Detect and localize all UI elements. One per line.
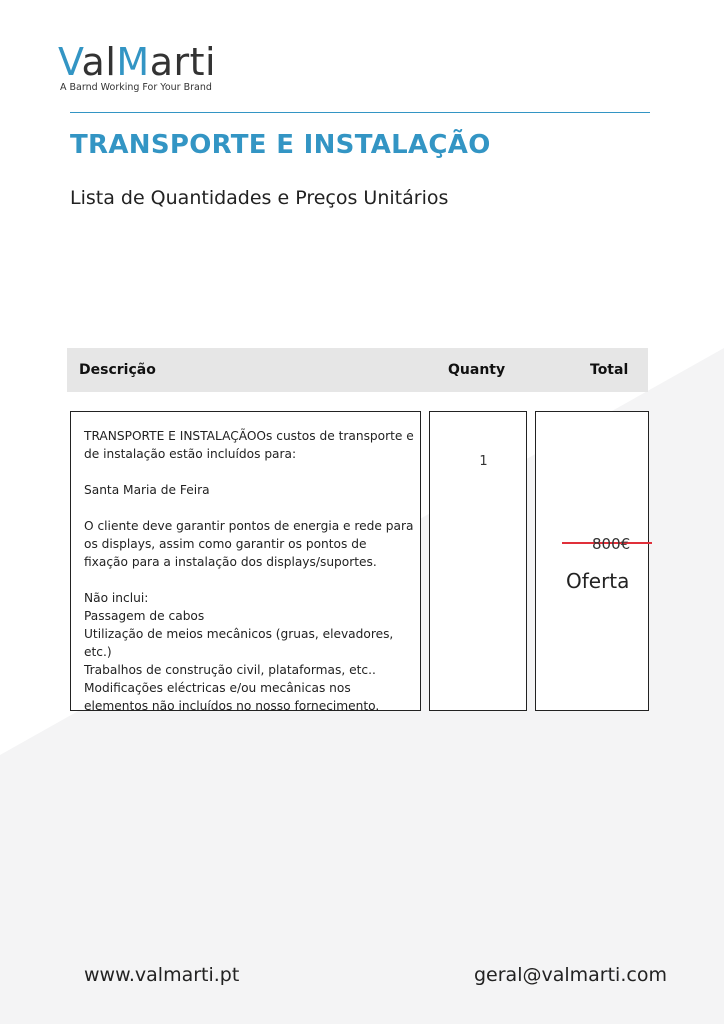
quantity-cell xyxy=(429,411,527,711)
footer-email: geral@valmarti.com xyxy=(474,964,667,986)
column-header-description: Descrição xyxy=(79,362,156,378)
description-line: Não inclui: xyxy=(84,591,149,605)
brand-logo xyxy=(58,42,216,93)
description-line: Trabalhos de construção civil, plataformas, etc.. xyxy=(84,663,376,677)
page-title: TRANSPORTE E INSTALAÇÃO xyxy=(70,130,491,160)
offer-label: Oferta xyxy=(566,569,630,593)
page-subtitle: Lista de Quantidades e Preços Unitários xyxy=(70,187,449,209)
logo-tagline: A Barnd Working For Your Brand xyxy=(60,82,212,93)
original-price: 800€ xyxy=(592,535,631,553)
description-line: Modificações eléctricas e/ou mecânicas nos elementos não incluídos no nosso fornecimento. xyxy=(84,681,380,713)
paragraph-gap xyxy=(84,463,414,481)
column-header-quantity: Quanty xyxy=(448,362,506,378)
column-header-total: Total xyxy=(590,362,629,378)
quantity-value: 1 xyxy=(479,454,488,469)
header-divider xyxy=(70,112,650,113)
description-line: Santa Maria de Feira xyxy=(84,483,210,497)
description-line: O cliente deve garantir pontos de energia e rede para os displays, assim como garantir os pontos de fixação para a instalação dos displays/suportes. xyxy=(84,519,414,569)
paragraph-gap xyxy=(84,499,414,517)
paragraph-gap xyxy=(84,571,414,589)
description-text xyxy=(84,427,414,715)
table-header xyxy=(67,348,648,392)
description-line: Passagem de cabos xyxy=(84,609,205,623)
total-cell xyxy=(535,411,649,711)
footer-website: www.valmarti.pt xyxy=(84,964,240,986)
description-line: TRANSPORTE E INSTALAÇÃOOs custos de transporte e de instalação estão incluídos para: xyxy=(84,429,414,461)
logo-wordmark: ValMarti xyxy=(58,40,217,84)
description-line: Utilização de meios mecânicos (gruas, elevadores, etc.) xyxy=(84,627,394,659)
description-cell xyxy=(70,411,421,711)
